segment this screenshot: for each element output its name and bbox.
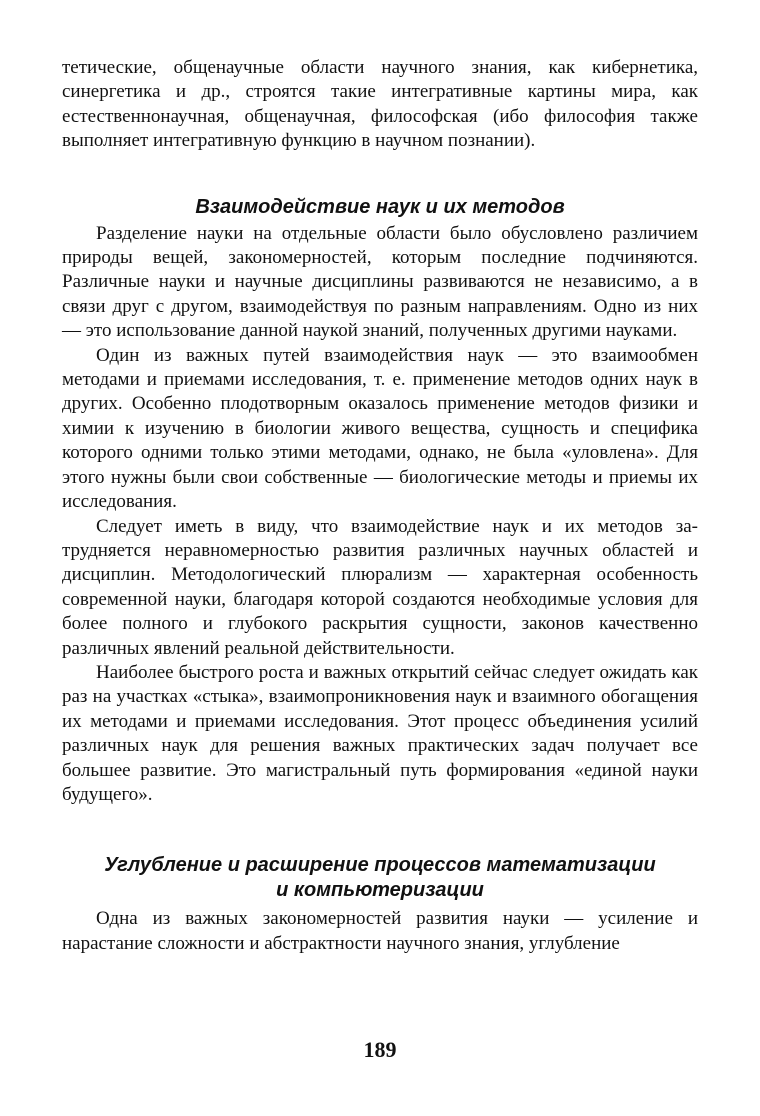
- body-paragraph: Наиболее быстрого роста и важных открытий сейчас следует ожидать как раз на участках «стыка», взаимопроникновения наук и взаимного обогащения их методами и приемами исследования. Этот процесс объединения усилий различных наук для решения важных практических задач получает все большее развитие. Это магистральный путь формирования «единой науки будущего».: [62, 661, 698, 805]
- intro-paragraph: тетические, общенаучные области научного знания, как кибернетика, синергетика и др., строятся такие интегративные картины мира, как естественнонаучная, общенаучная, философская (ибо философия также выполняет интегративную функцию в научном познании).: [62, 57, 698, 152]
- section-heading-line: и компьютеризации: [276, 879, 484, 902]
- section-mathematization: [62, 907, 698, 956]
- section-interaction-of-sciences: [62, 222, 698, 808]
- section-heading-mathematization: [62, 853, 698, 903]
- body-paragraph: Одна из важных закономерностей развития науки — усиление и нарастание сложности и абстрактности научного знания, углубление: [62, 908, 698, 954]
- page-content: [62, 56, 698, 956]
- body-paragraph: Разделение науки на отдельные области было обусловлено различием природы вещей, закономерностей, которым последние подчиняются. Различные науки и научные дисциплины развиваются не независимо, а в связи друг с другом, взаимодействуя по разным направлениям. Одно из них — это использование данной наукой знаний, полученных другими науками.: [62, 222, 698, 342]
- body-paragraph: Один из важных путей взаимодействия наук — это взаимообмен методами и приемами исследования, т. е. применение методов одних наук в других. Особенно плодотворным оказалось применение методов физики и химии к изучению в биологии живого вещества, сущность и специфика которого одними только этими методами, однако, не была «уловлена». Для этого нужны были свои собственные — биологические методы и приемы их исследования.: [62, 344, 698, 513]
- section-heading-interaction-of-sciences: Взаимодействие наук и их методов: [195, 195, 565, 218]
- body-paragraph: Следует иметь в виду, что взаимодействие наук и их методов затрудняется неравномерностью развития различных научных областей и дисциплин. Методологический плюрализм — характерная особенность современной науки, благодаря которой создаются необходимые условия для более полного и глубокого раскрытия сущности, законов качественно различных явлений реальной действительности.: [62, 515, 698, 659]
- section-heading-line: Углубление и расширение процессов математизации: [104, 854, 656, 877]
- page-number: 189: [363, 1037, 397, 1062]
